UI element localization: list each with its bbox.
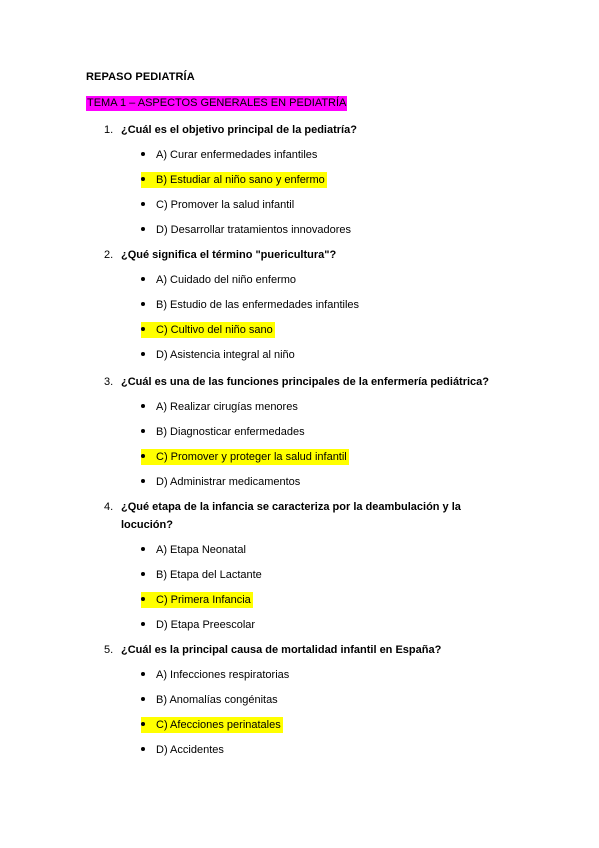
bullet-icon bbox=[141, 722, 145, 726]
question-text: ¿Cuál es una de las funciones principales de la enfermería pediátrica? bbox=[121, 376, 490, 388]
option bbox=[141, 347, 295, 363]
question-number: 5. bbox=[104, 644, 114, 656]
option-correct-answer bbox=[141, 449, 349, 465]
option-text: A) Etapa Neonatal bbox=[156, 544, 246, 556]
question-text: ¿Qué significa el término "puericultura"? bbox=[121, 249, 337, 261]
option-text: D) Accidentes bbox=[156, 744, 224, 756]
bullet-icon bbox=[141, 177, 145, 181]
option-text: A) Cuidado del niño enfermo bbox=[156, 274, 297, 286]
bullet-icon bbox=[141, 352, 145, 356]
question-2 bbox=[104, 246, 504, 264]
option-text: C) Afecciones perinatales bbox=[156, 719, 281, 731]
bullet-icon bbox=[141, 622, 145, 626]
option-text: D) Asistencia integral al niño bbox=[156, 349, 295, 361]
question-number: 4. bbox=[104, 501, 114, 513]
option bbox=[141, 567, 262, 583]
option-text: C) Primera Infancia bbox=[156, 594, 251, 606]
option-correct-answer bbox=[141, 322, 275, 338]
option bbox=[141, 542, 246, 558]
option-correct-answer bbox=[141, 172, 327, 188]
option-text: D) Administrar medicamentos bbox=[156, 476, 301, 488]
question-number: 2. bbox=[104, 249, 114, 261]
option-correct-answer bbox=[141, 592, 253, 608]
option-text: B) Estudiar al niño sano y enfermo bbox=[156, 174, 325, 186]
document-title: REPASO PEDIATRÍA bbox=[86, 71, 195, 83]
bullet-icon bbox=[141, 404, 145, 408]
bullet-icon bbox=[141, 479, 145, 483]
option bbox=[141, 742, 224, 758]
question-number: 3. bbox=[104, 376, 114, 388]
bullet-icon bbox=[141, 429, 145, 433]
question-number: 1. bbox=[104, 124, 114, 136]
option-text: D) Desarrollar tratamientos innovadores bbox=[156, 224, 352, 236]
option bbox=[141, 399, 298, 415]
bullet-icon bbox=[141, 227, 145, 231]
option bbox=[141, 197, 294, 213]
bullet-icon bbox=[141, 572, 145, 576]
bullet-icon bbox=[141, 547, 145, 551]
option bbox=[141, 692, 278, 708]
option bbox=[141, 147, 317, 163]
option-text: B) Etapa del Lactante bbox=[156, 569, 262, 581]
option-correct-answer bbox=[141, 717, 283, 733]
option-text: B) Anomalías congénitas bbox=[156, 694, 278, 706]
bullet-icon bbox=[141, 747, 145, 751]
section-heading: TEMA 1 – ASPECTOS GENERALES EN PEDIATRÍA bbox=[87, 97, 347, 109]
bullet-icon bbox=[141, 597, 145, 601]
option-text: B) Estudio de las enfermedades infantiles bbox=[156, 299, 360, 311]
bullet-icon bbox=[141, 302, 145, 306]
question-5 bbox=[104, 641, 504, 659]
option-text: C) Promover la salud infantil bbox=[156, 199, 295, 211]
option-text: A) Infecciones respiratorias bbox=[156, 669, 290, 681]
question-text: ¿Cuál es la principal causa de mortalidad infantil en España? bbox=[121, 644, 442, 656]
question-text: ¿Cuál es el objetivo principal de la pediatría? bbox=[121, 124, 357, 136]
question-3 bbox=[104, 373, 504, 391]
option bbox=[141, 474, 300, 490]
bullet-icon bbox=[141, 672, 145, 676]
option bbox=[141, 617, 255, 633]
option-text: C) Promover y proteger la salud infantil bbox=[156, 451, 347, 463]
question-4 bbox=[104, 498, 504, 534]
option bbox=[141, 297, 359, 313]
option-text: B) Diagnosticar enfermedades bbox=[156, 426, 305, 438]
option bbox=[141, 272, 296, 288]
question-1 bbox=[104, 121, 504, 139]
bullet-icon bbox=[141, 152, 145, 156]
bullet-icon bbox=[141, 202, 145, 206]
bullet-icon bbox=[141, 454, 145, 458]
option bbox=[141, 424, 305, 440]
option bbox=[141, 222, 351, 238]
option-text: A) Curar enfermedades infantiles bbox=[156, 149, 318, 161]
option-text: A) Realizar cirugías menores bbox=[156, 401, 298, 413]
bullet-icon bbox=[141, 697, 145, 701]
option-text: C) Cultivo del niño sano bbox=[156, 324, 273, 336]
question-text: ¿Qué etapa de la infancia se caracteriza por la deambulación y la locución? bbox=[121, 501, 461, 531]
option bbox=[141, 667, 289, 683]
bullet-icon bbox=[141, 327, 145, 331]
bullet-icon bbox=[141, 277, 145, 281]
option-text: D) Etapa Preescolar bbox=[156, 619, 256, 631]
